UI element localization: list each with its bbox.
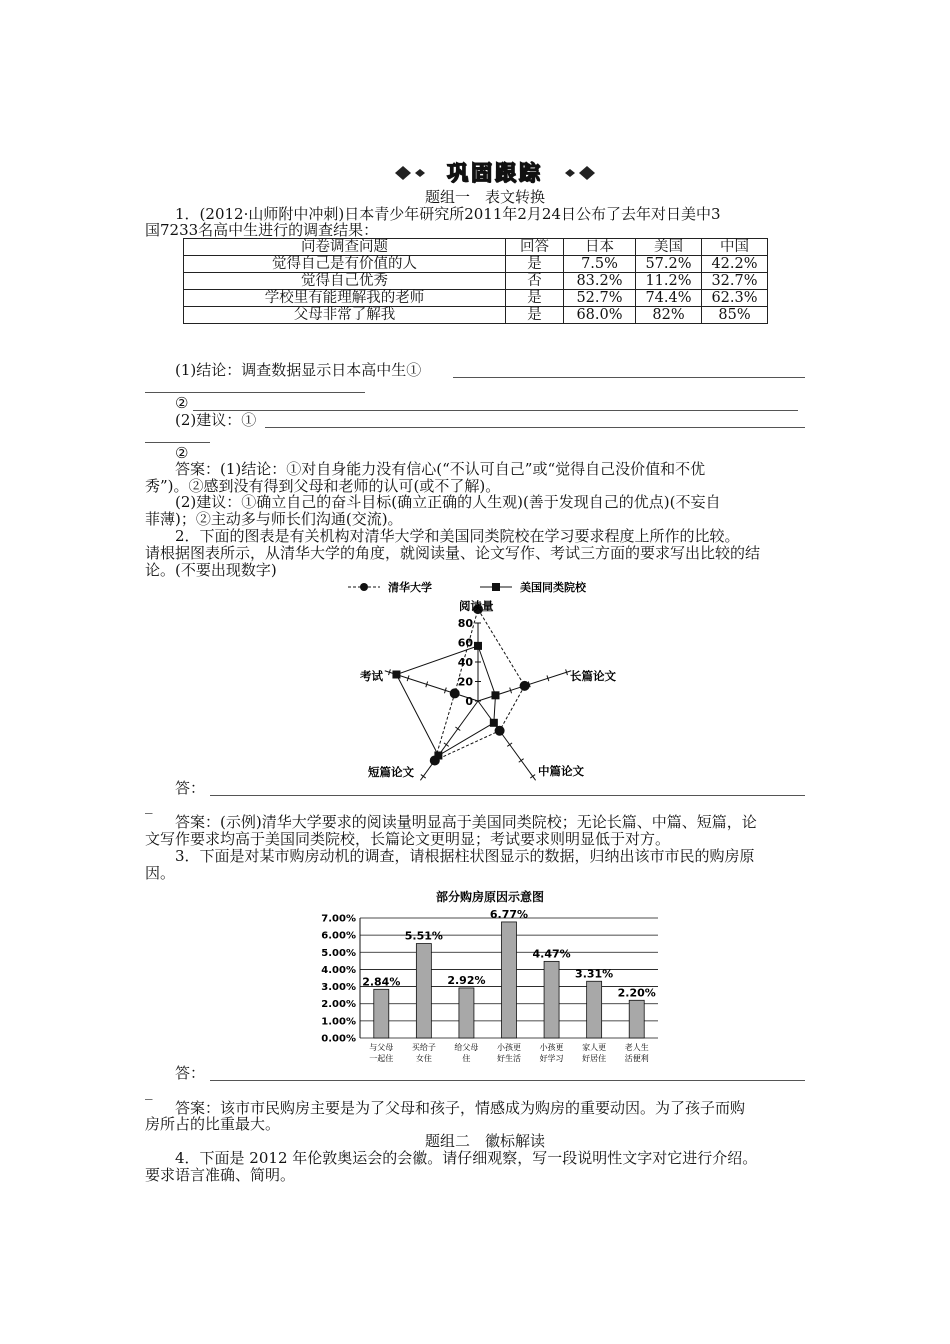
q3-answer-dash: _	[145, 1082, 153, 1100]
radar-tick-label: 60	[457, 636, 473, 650]
table-cell: 觉得自己优秀	[184, 273, 506, 290]
radar-tick-label: 40	[457, 656, 473, 669]
axis-label-exam: 考试	[360, 669, 383, 683]
q3-answer-prompt: 答：	[175, 1064, 206, 1082]
legend-label: 清华大学	[388, 581, 432, 594]
group1-title: 题组一 表文转换	[425, 188, 546, 206]
bar-chart	[310, 885, 670, 1065]
q3-answer-line2: 房所占的比重最大。	[145, 1115, 281, 1133]
bar-value-label: 3.31%	[575, 967, 614, 981]
q2-answer-prompt: 答：	[175, 779, 206, 797]
radar-tick-label: 20	[457, 675, 473, 689]
table-cell: 52.7%	[564, 290, 636, 307]
q4-line1: 4．下面是 2012 年伦敦奥运会的会徽。请仔细观察，写一段说明性文字对它进行介绍。	[175, 1149, 758, 1167]
q1-line2: 国7233名高中生进行的调查结果：	[145, 221, 379, 239]
table-cell: 57.2%	[636, 256, 702, 273]
q3-line1: 3．下面是对某市购房动机的调查，请根据柱状图显示的数据，归纳出该市市民的购房原	[175, 847, 755, 865]
table-cell: 是	[506, 307, 564, 324]
radar-tick-mark	[530, 775, 535, 779]
y-tick-label: 3.00%	[321, 982, 356, 994]
legend-marker-square	[492, 583, 500, 591]
bar	[416, 944, 431, 1038]
table-cell: 32.7%	[702, 273, 768, 290]
q2-line1: 2．下面的图表是有关机构对清华大学和美国同类院校在学习要求程度上所作的比较。	[175, 527, 740, 545]
header-cell: 美国	[636, 239, 702, 256]
radar-legend	[348, 580, 587, 594]
radar-point-square	[392, 671, 400, 679]
axis-label-long-paper: 长篇论文	[570, 669, 616, 683]
category-label: 活便利	[624, 1054, 649, 1063]
diamond-icon	[579, 166, 595, 180]
bar	[502, 922, 517, 1038]
category-label: 家人更	[582, 1043, 607, 1052]
y-tick-label: 4.00%	[321, 964, 356, 976]
diamond-icon	[415, 169, 425, 177]
axis-label-short-paper: 短篇论文	[368, 765, 414, 779]
table-cell: 85%	[702, 307, 768, 324]
axis-label-reading: 阅读量	[459, 599, 494, 613]
answer-blank[interactable]	[193, 410, 798, 411]
diamond-icon	[395, 166, 411, 180]
q3-line2: 因。	[145, 864, 176, 882]
answer-blank[interactable]	[210, 795, 805, 796]
bar-value-label: 2.92%	[447, 973, 486, 987]
radar-tick-label: 0	[465, 695, 473, 708]
table-cell: 父母非常了解我	[184, 307, 506, 324]
table-cell: 11.2%	[636, 273, 702, 290]
table-cell: 觉得自己是有价值的人	[184, 256, 506, 273]
table-row	[184, 256, 768, 273]
header-cell: 问卷调查问题	[184, 239, 506, 256]
table-cell: 82%	[636, 307, 702, 324]
answer-blank[interactable]	[265, 427, 805, 428]
table-cell: 否	[506, 273, 564, 290]
category-label: 好学习	[539, 1054, 564, 1063]
category-label: 给父母	[454, 1043, 479, 1052]
y-tick-label: 2.00%	[321, 999, 356, 1011]
bar	[587, 981, 602, 1038]
legend-label: 美国同类院校	[520, 581, 586, 594]
bar	[459, 988, 474, 1038]
answer-blank[interactable]	[453, 377, 805, 378]
table-cell: 68.0%	[564, 307, 636, 324]
radar-tick-mark	[455, 727, 460, 731]
category-label: 住	[462, 1054, 471, 1063]
table-row	[184, 290, 768, 307]
category-label: 小孩更	[497, 1043, 521, 1052]
q2-answer-line1: 答案：(示例)清华大学要求的阅读量明显高于美国同类院校；无论长篇、中篇、短篇，论	[175, 813, 757, 831]
q1-line1: 1．(2012·山师附中冲刺)日本青少年研究所2011年2月24日公布了去年对日美中3	[175, 205, 721, 223]
radar-tick-mark	[519, 759, 524, 763]
q2-line2: 请根据图表所示，从清华大学的角度，就阅读量、论文写作、考试三方面的要求写出比较的结	[145, 544, 761, 562]
radar-point-circle	[520, 681, 530, 691]
radar-series-line	[435, 609, 525, 760]
legend-marker-circle	[360, 583, 368, 591]
radar-chart	[330, 578, 650, 788]
header-cell: 中国	[702, 239, 768, 256]
category-label: 与父母	[369, 1043, 394, 1052]
bar-value-label: 2.84%	[362, 975, 401, 989]
radar-point-square	[491, 691, 499, 699]
bar-value-label: 4.47%	[532, 947, 571, 961]
bar-value-label: 2.20%	[617, 986, 656, 1000]
q2-answer-dash: _	[145, 796, 153, 814]
bar-value-label: 5.51%	[404, 929, 443, 943]
q2-line3: 论。(不要出现数字)	[145, 561, 277, 579]
q1-blank2-label: ②	[175, 394, 189, 412]
radar-point-square	[434, 752, 442, 760]
table-cell: 是	[506, 256, 564, 273]
category-label: 小孩更	[539, 1043, 564, 1052]
q4-line2: 要求语言准确、简明。	[145, 1166, 296, 1184]
radar-point-circle	[450, 688, 460, 698]
group2-title: 题组二 徽标解读	[425, 1132, 546, 1150]
radar-tick-mark	[444, 743, 449, 747]
q2-answer-line2: 文写作要求均高于美国同类院校，长篇论文更明显；考试要求则明显低于对方。	[145, 830, 671, 848]
bar	[374, 989, 389, 1038]
y-tick-label: 1.00%	[321, 1016, 356, 1028]
category-label: 好生活	[497, 1054, 521, 1063]
radar-point-square	[474, 642, 482, 650]
table-row	[184, 307, 768, 324]
q1-answer-line4: 菲薄)；②主动多与师长们沟通(交流)。	[145, 510, 403, 528]
radar-axis	[478, 701, 536, 780]
category-label: 好居住	[582, 1054, 607, 1063]
banner-title: 巩固跟踪	[447, 161, 543, 185]
axis-label-mid-paper: 中篇论文	[538, 764, 584, 778]
answer-blank[interactable]	[145, 392, 365, 393]
answer-blank[interactable]	[210, 1080, 805, 1081]
bar	[629, 1000, 644, 1038]
category-label: 老人生	[624, 1043, 649, 1052]
bar	[544, 961, 559, 1038]
table-header-row	[184, 239, 768, 256]
radar-point-square	[490, 719, 498, 727]
q1-answer-line1: 答案：(1)结论：①对自身能力没有信心(“不认可自己”或“觉得自己没价值和不优	[175, 460, 706, 478]
answer-blank[interactable]	[145, 442, 210, 443]
table-cell: 42.2%	[702, 256, 768, 273]
table-cell: 7.5%	[564, 256, 636, 273]
radar-tick-mark	[507, 743, 512, 747]
table-cell: 83.2%	[564, 273, 636, 290]
q1-answer-line2: 秀”)。②感到没有得到父母和老师的认可(或不了解)。	[145, 477, 501, 495]
diamond-icon	[565, 169, 575, 177]
y-tick-label: 0.00%	[321, 1033, 356, 1045]
radar-point-circle	[495, 726, 505, 736]
y-tick-label: 6.00%	[321, 930, 356, 942]
q1-blank4-label: ②	[175, 444, 189, 462]
table-cell: 是	[506, 290, 564, 307]
category-label: 买给子	[411, 1043, 436, 1052]
q1-blank1-label: (1)结论：调查数据显示日本高中生①	[175, 361, 422, 379]
table-cell: 62.3%	[702, 290, 768, 307]
chart-title: 部分购房原因示意图	[435, 890, 545, 904]
category-label: 一起住	[369, 1054, 394, 1063]
radar-tick-label: 80	[457, 617, 473, 630]
q3-answer-line1: 答案：该市市民购房主要是为了父母和孩子，情感成为购房的重要动因。为了孩子而购	[175, 1099, 746, 1117]
section-banner	[395, 160, 595, 186]
bar-value-label: 6.77%	[489, 907, 529, 921]
table-row	[184, 273, 768, 290]
q1-answer-line3: (2)建议：①确立自己的奋斗目标(确立正确的人生观)(善于发现自己的优点)(不妄自	[175, 493, 721, 511]
header-cell: 日本	[564, 239, 636, 256]
header-cell: 回答	[506, 239, 564, 256]
table-cell: 学校里有能理解我的老师	[184, 290, 506, 307]
q1-blank3-label: (2)建议：①	[175, 411, 257, 429]
table-cell: 74.4%	[636, 290, 702, 307]
radar-tick-mark	[421, 775, 426, 779]
y-tick-label: 5.00%	[321, 947, 356, 959]
survey-table	[183, 238, 768, 324]
category-label: 女住	[415, 1054, 432, 1063]
y-tick-label: 7.00%	[321, 913, 356, 925]
